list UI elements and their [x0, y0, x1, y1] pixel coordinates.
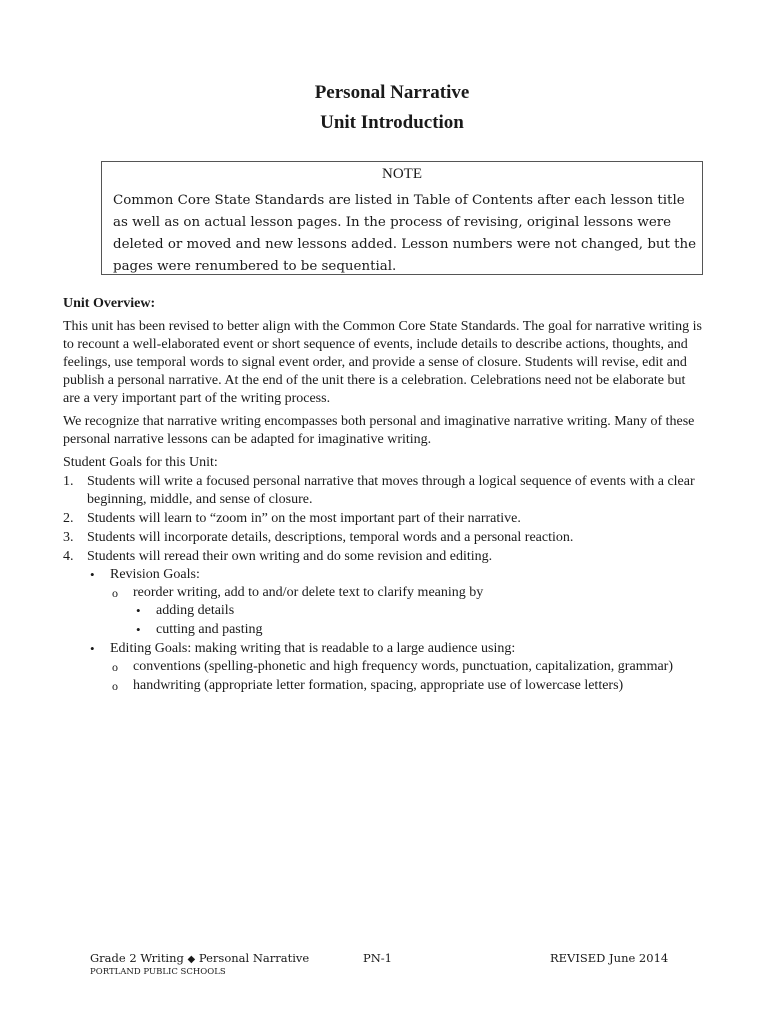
goal-item: [63, 473, 703, 509]
bullet-icon: •: [90, 567, 95, 582]
goal-text: Students will incorporate details, descriptions, temporal words and a personal reaction.: [87, 530, 574, 545]
revision-goals-item: [87, 566, 703, 639]
editing-sub-item: [110, 677, 703, 695]
footer-page-number: PN-1: [363, 951, 393, 965]
note-heading: NOTE: [382, 166, 422, 182]
footer-grade: Grade 2 Writing: [90, 951, 184, 965]
goal-number: 3.: [63, 530, 74, 545]
editing-sub-text: handwriting (appropriate letter formation, spacing, appropriate use of lowercase letters): [133, 678, 624, 693]
revision-detail-text: cutting and pasting: [156, 622, 263, 637]
revision-sublist: [110, 584, 703, 639]
page-subtitle: Unit Introduction: [320, 112, 464, 133]
footer-revised: REVISED June 2014: [550, 951, 669, 965]
editing-sub-item: [110, 658, 703, 676]
note-body: Common Core State Standards are listed in Table of Contents after each lesson title as well as on actual lesson pages. In the process of revising, original lessons were deleted or moved and new lessons added. Lesson numbers were not changed, but the pages were renumbered to be sequential.: [113, 193, 697, 274]
note-box: [101, 161, 703, 275]
page-title: Personal Narrative: [314, 82, 470, 103]
bullet-icon: •: [90, 641, 95, 656]
editing-goals-label: Editing Goals: making writing that is readable to a large audience using:: [110, 641, 516, 656]
revision-sub-text: reorder writing, add to and/or delete text to clarify meaning by: [133, 585, 484, 600]
circle-bullet-icon: o: [112, 679, 118, 693]
student-goals-list: [63, 473, 703, 695]
revision-detail-item: [133, 602, 703, 620]
revision-goals-label: Revision Goals:: [110, 567, 200, 582]
revision-detail-item: [133, 621, 703, 639]
editing-sublist: [110, 658, 703, 695]
diamond-icon: ◆: [187, 954, 196, 965]
overview-paragraph-2: We recognize that narrative writing encompasses both personal and imaginative narrative writing. Many of these personal narrative lessons can be adapted for imaginative writing.: [63, 414, 695, 447]
goal-item: [63, 529, 703, 547]
goal-4-sublist: [87, 566, 703, 695]
overview-paragraph-1: This unit has been revised to better align with the Common Core State Standards. The goal for narrative writing is to recount a well-elaborated event or short sequence of events, include details to describe actions, thoughts, and feelings, use temporal words to signal event order, and provide a sense of closure. Students will revise, edit and publish a personal narrative. At the end of the unit there is a celebration. Celebrations need not be elaborate but are a very important part of the writing process.: [63, 319, 702, 406]
goal-text: Students will write a focused personal narrative that moves through a logical sequence of events with a clear beginning, middle, and sense of closure.: [87, 474, 695, 507]
main-content: [63, 295, 703, 696]
goal-number: 2.: [63, 511, 74, 526]
editing-goals-item: [87, 640, 703, 695]
revision-detail-text: adding details: [156, 603, 235, 618]
unit-overview-heading: Unit Overview:: [63, 296, 156, 311]
goal-item: [63, 548, 703, 695]
revision-detail-list: [133, 602, 703, 639]
student-goals-heading: Student Goals for this Unit:: [63, 455, 218, 470]
goal-item: [63, 510, 703, 528]
bullet-icon: •: [136, 603, 141, 618]
circle-bullet-icon: o: [112, 660, 118, 674]
footer-school: PORTLAND PUBLIC SCHOOLS: [90, 967, 226, 977]
editing-sub-text: conventions (spelling-phonetic and high frequency words, punctuation, capitalization, grammar): [133, 659, 674, 674]
footer-unit: Personal Narrative: [198, 951, 310, 965]
circle-bullet-icon: o: [112, 586, 118, 600]
goal-text: Students will learn to “zoom in” on the most important part of their narrative.: [87, 511, 521, 526]
bullet-icon: •: [136, 622, 141, 637]
goal-number: 1.: [63, 474, 74, 489]
goal-number: 4.: [63, 549, 74, 564]
goal-text: Students will reread their own writing and do some revision and editing.: [87, 549, 493, 564]
revision-sub-item: [110, 584, 703, 639]
